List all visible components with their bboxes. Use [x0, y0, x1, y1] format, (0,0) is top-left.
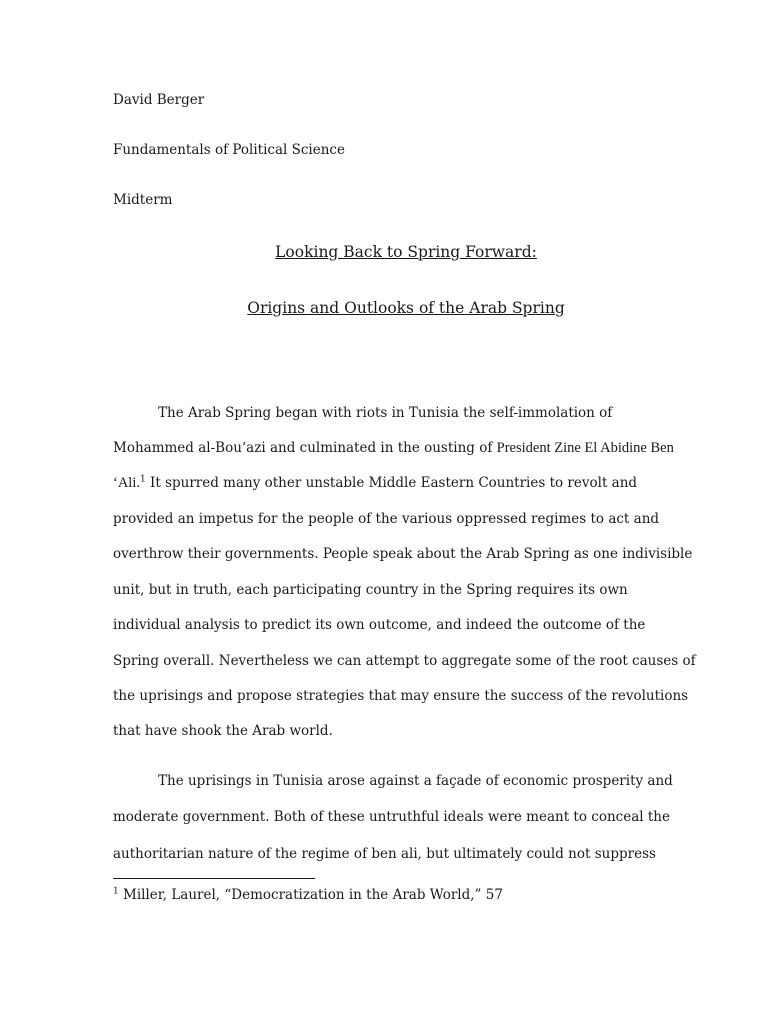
paragraph-2-line-2: moderate government. Both of these untruthful ideals were meant to conceal the [113, 809, 670, 825]
paragraph-2-line-3: authoritarian nature of the regime of ben ali, but ultimately could not suppress [113, 846, 656, 862]
footnote-marker: 1 [113, 886, 119, 897]
footnote-reference[interactable]: 1 [139, 474, 146, 485]
paragraph-1-line-10: that have shook the Arab world. [113, 723, 333, 739]
footnote [113, 886, 503, 904]
paragraph-1-line-8: Spring overall. Nevertheless we can attempt to aggregate some of the root causes of [113, 653, 696, 669]
paragraph-1-line-7: individual analysis to predict its own outcome, and indeed the outcome of the [113, 617, 646, 633]
footnote-separator [113, 878, 315, 879]
paragraph-1-line-1: The Arab Spring began with riots in Tunisia the self-immolation of [158, 405, 613, 421]
president-name-text: President Zine El Abidine Ben [496, 440, 674, 456]
paragraph-1-line-4: provided an impetus for the people of the various oppressed regimes to act and [113, 511, 660, 527]
paragraph-1-line-2 [113, 439, 674, 457]
paragraph-2-line-1: The uprisings in Tunisia arose against a façade of economic prosperity and [158, 773, 673, 789]
title-line-1: Looking Back to Spring Forward: [275, 243, 537, 261]
assignment-label: Midterm [113, 192, 173, 208]
paragraph-1-line-2-text: Mohammed al-Bou‘azi and culminated in the ousting of [113, 440, 497, 456]
ali-name-text: ‘Ali. [113, 475, 140, 491]
title-line-2: Origins and Outlooks of the Arab Spring [247, 299, 565, 317]
paragraph-1-line-3 [113, 474, 637, 492]
paragraph-1-line-5: overthrow their governments. People speak about the Arab Spring as one indivisible [113, 546, 693, 562]
paragraph-1-line-9: the uprisings and propose strategies that may ensure the success of the revolutions [113, 688, 689, 704]
author-name: David Berger [113, 92, 205, 108]
footnote-text: Miller, Laurel, “Democratization in the Arab World,” 57 [118, 887, 503, 903]
paragraph-1-line-6: unit, but in truth, each participating country in the Spring requires its own [113, 582, 628, 598]
paragraph-1-line-3-text: It spurred many other unstable Middle Eastern Countries to revolt and [145, 475, 638, 491]
course-name: Fundamentals of Political Science [113, 142, 345, 158]
